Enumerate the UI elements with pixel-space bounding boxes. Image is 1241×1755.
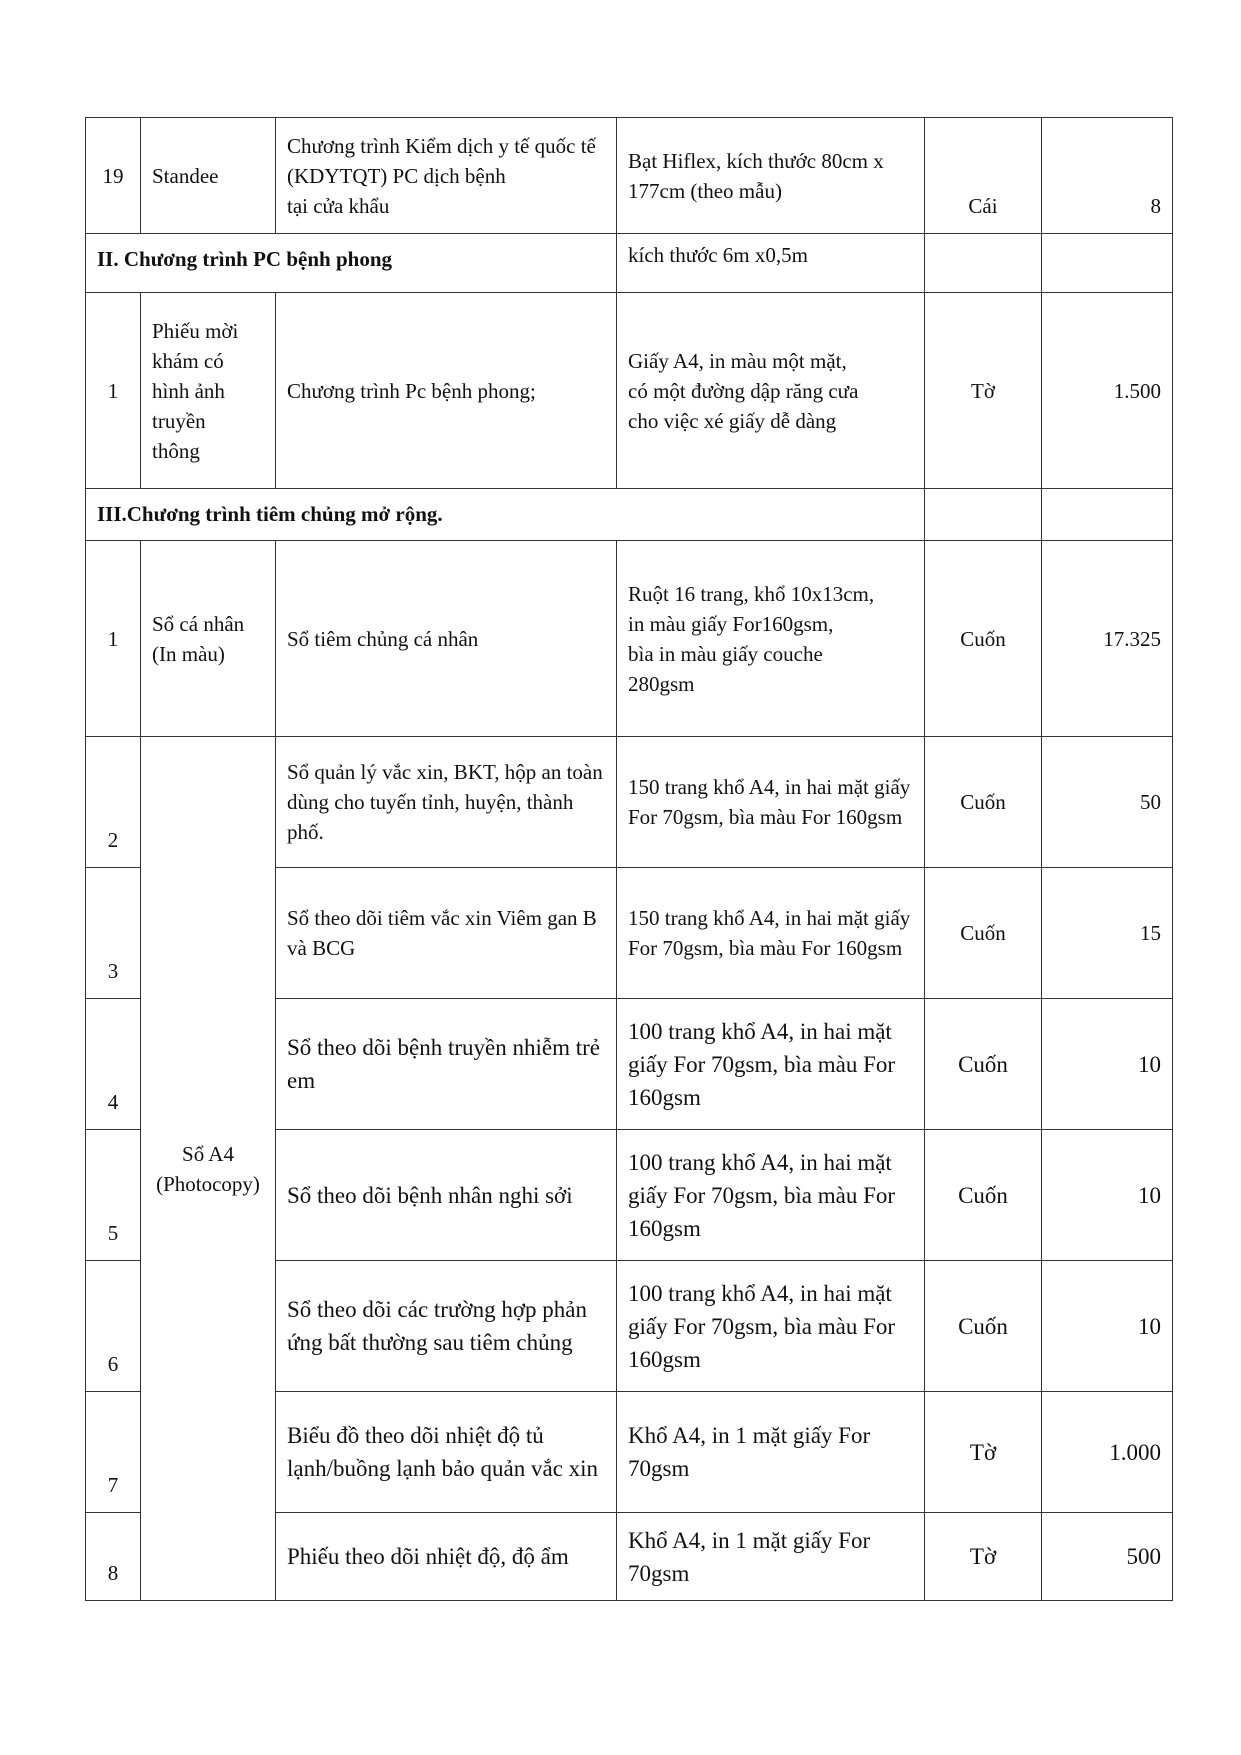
row-number: 3 — [86, 868, 141, 999]
quantity-cell: 1.500 — [1042, 293, 1173, 489]
program-cell: Sổ quản lý vắc xin, BKT, hộp an toàn dùng cho tuyến tỉnh, huyện, thành phố. — [276, 737, 617, 868]
quantity-cell: 8 — [1042, 118, 1173, 234]
row-number: 4 — [86, 999, 141, 1130]
unit-cell: Tờ — [925, 1392, 1042, 1513]
unit-cell: Cuốn — [925, 541, 1042, 737]
section-spec: kích thước 6m x0,5m — [617, 234, 925, 293]
item-name: Standee — [141, 118, 276, 234]
quantity-cell: 1.000 — [1042, 1392, 1173, 1513]
row-number: 5 — [86, 1130, 141, 1261]
quantity-cell: 50 — [1042, 737, 1173, 868]
quantity-cell: 15 — [1042, 868, 1173, 999]
spec-cell: 100 trang khổ A4, in hai mặt giấy For 70gsm, bìa màu For 160gsm — [617, 999, 925, 1130]
unit-cell: Cuốn — [925, 1261, 1042, 1392]
unit-cell: Cuốn — [925, 999, 1042, 1130]
row-number: 1 — [86, 541, 141, 737]
spec-cell: Khổ A4, in 1 mặt giấy For 70gsm — [617, 1513, 925, 1601]
unit-cell: Cuốn — [925, 737, 1042, 868]
empty-cell — [925, 234, 1042, 293]
program-cell: Sổ theo dõi bệnh truyền nhiễm trẻ em — [276, 999, 617, 1130]
unit-cell: Cuốn — [925, 868, 1042, 999]
spec-cell: Ruột 16 trang, khổ 10x13cm, in màu giấy For160gsm, bìa in màu giấy couche 280gsm — [617, 541, 925, 737]
spec-cell: Bạt Hiflex, kích thước 80cm x 177cm (theo mẫu) — [617, 118, 925, 234]
program-cell: Sổ theo dõi bệnh nhân nghi sởi — [276, 1130, 617, 1261]
row-number: 2 — [86, 737, 141, 868]
supply-table — [85, 117, 1173, 1601]
spec-cell: 150 trang khổ A4, in hai mặt giấy For 70gsm, bìa màu For 160gsm — [617, 737, 925, 868]
row-number: 7 — [86, 1392, 141, 1513]
row-number: 6 — [86, 1261, 141, 1392]
quantity-cell: 500 — [1042, 1513, 1173, 1601]
row-number: 1 — [86, 293, 141, 489]
row-number: 8 — [86, 1513, 141, 1601]
spec-cell: 100 trang khổ A4, in hai mặt giấy For 70gsm, bìa màu For 160gsm — [617, 1130, 925, 1261]
merged-item-name: Sổ A4 (Photocopy) — [141, 737, 276, 1601]
spec-cell: Khổ A4, in 1 mặt giấy For 70gsm — [617, 1392, 925, 1513]
program-cell: Phiếu theo dõi nhiệt độ, độ ẩm — [276, 1513, 617, 1601]
program-cell: Biểu đồ theo dõi nhiệt độ tủ lạnh/buồng lạnh bảo quản vắc xin — [276, 1392, 617, 1513]
program-cell: Sổ theo dõi tiêm vắc xin Viêm gan B và BCG — [276, 868, 617, 999]
section-header-row — [86, 234, 1173, 293]
spec-cell: 150 trang khổ A4, in hai mặt giấy For 70gsm, bìa màu For 160gsm — [617, 868, 925, 999]
table-row — [86, 118, 1173, 234]
empty-cell — [925, 489, 1042, 541]
item-name: Sổ cá nhân (In màu) — [141, 541, 276, 737]
spec-cell: 100 trang khổ A4, in hai mặt giấy For 70gsm, bìa màu For 160gsm — [617, 1261, 925, 1392]
quantity-cell: 17.325 — [1042, 541, 1173, 737]
program-cell: Sổ tiêm chủng cá nhân — [276, 541, 617, 737]
quantity-cell: 10 — [1042, 999, 1173, 1130]
table-row — [86, 541, 1173, 737]
item-name: Phiếu mời khám có hình ảnh truyền thông — [141, 293, 276, 489]
row-number: 19 — [86, 118, 141, 234]
unit-cell: Cuốn — [925, 1130, 1042, 1261]
section-title: II. Chương trình PC bệnh phong — [86, 234, 617, 293]
spec-cell: Giấy A4, in màu một mặt, có một đường dập răng cưa cho việc xé giấy dễ dàng — [617, 293, 925, 489]
unit-cell: Tờ — [925, 1513, 1042, 1601]
quantity-cell: 10 — [1042, 1261, 1173, 1392]
quantity-cell: 10 — [1042, 1130, 1173, 1261]
program-cell: Chương trình Pc bệnh phong; — [276, 293, 617, 489]
empty-cell — [1042, 234, 1173, 293]
table-row — [86, 293, 1173, 489]
unit-cell: Tờ — [925, 293, 1042, 489]
program-cell: Sổ theo dõi các trường hợp phản ứng bất thường sau tiêm chủng — [276, 1261, 617, 1392]
section-title: III.Chương trình tiêm chủng mở rộng. — [86, 489, 925, 541]
program-cell: Chương trình Kiểm dịch y tế quốc tế (KDYTQT) PC dịch bệnh tại cửa khẩu — [276, 118, 617, 234]
empty-cell — [1042, 489, 1173, 541]
table-row — [86, 737, 1173, 868]
unit-cell: Cái — [925, 118, 1042, 234]
section-header-row — [86, 489, 1173, 541]
